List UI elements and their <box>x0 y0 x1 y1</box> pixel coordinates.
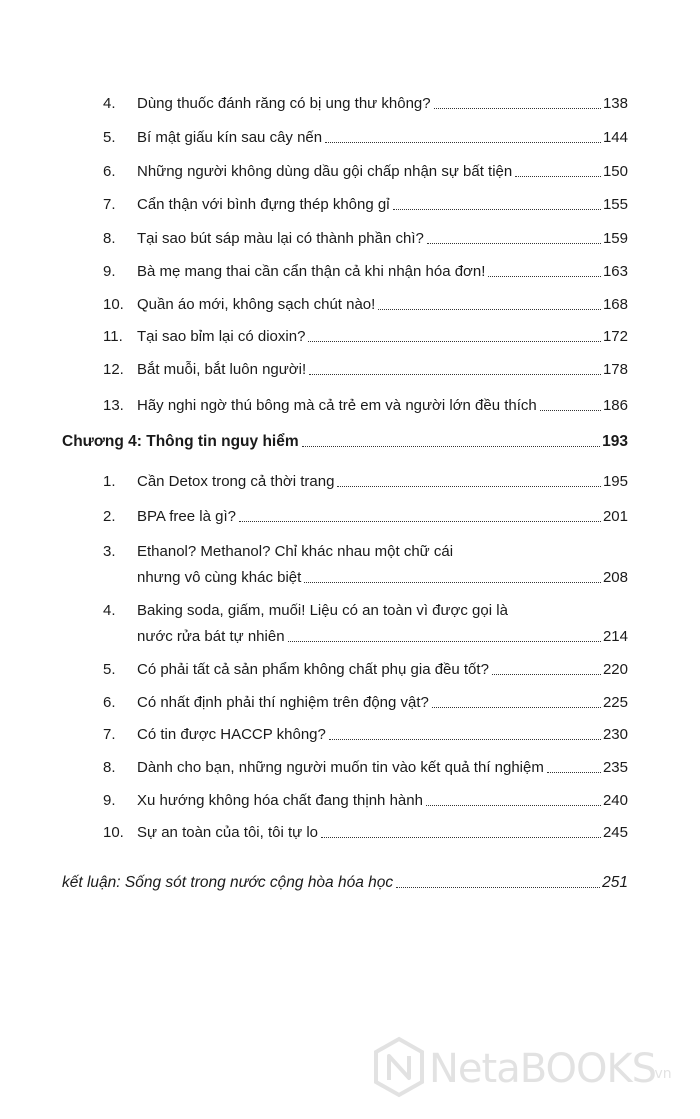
toc-item-ch4-10 <box>103 818 628 842</box>
toc-item-ch4-3 <box>103 537 628 561</box>
item-title: Có tin được HACCP không? <box>137 726 326 743</box>
toc-item-5 <box>103 257 628 281</box>
item-title: Quần áo mới, không sạch chút nào! <box>137 296 376 313</box>
item-number: 3. <box>103 543 116 560</box>
conclusion-page-number: 251 <box>602 874 628 891</box>
toc-item-9 <box>103 391 628 415</box>
toc-item-ch4-8 <box>103 753 628 777</box>
item-page-number: 240 <box>602 792 628 809</box>
item-number: 6. <box>103 694 116 711</box>
item-title: Cẩn thận với bình đựng thép không gỉ <box>137 196 390 213</box>
item-page-number: 163 <box>602 263 628 280</box>
item-page-number: 144 <box>602 129 628 146</box>
item-title: Những người không dùng dầu gội chấp nhận sự bất tiện <box>137 163 513 180</box>
dot-leader <box>547 772 601 773</box>
item-number: 11. <box>103 328 123 345</box>
item-page-number: 150 <box>602 163 628 180</box>
dot-leader <box>492 674 601 675</box>
toc-item-ch4-6 <box>103 688 628 712</box>
item-page-number: 155 <box>602 196 628 213</box>
item-title: Bí mật giấu kín sau cây nến <box>137 129 323 146</box>
item-page-number: 168 <box>602 296 628 313</box>
dot-leader <box>426 805 601 806</box>
toc-item-0 <box>103 89 628 113</box>
toc-item-ch4-4 <box>103 596 628 620</box>
toc-item-ch4-1 <box>103 467 628 491</box>
item-page-number: 186 <box>602 397 628 414</box>
netabooks-logo-icon <box>372 1036 426 1098</box>
item-title: Xu hướng không hóa chất đang thịnh hành <box>137 792 423 809</box>
item-title: Có nhất định phải thí nghiệm trên động vật? <box>137 694 429 711</box>
item-title: Dành cho bạn, những người muốn tin vào kết quả thí nghiệm <box>137 759 544 776</box>
dot-leader <box>309 374 601 375</box>
item-page-number: 214 <box>602 628 628 645</box>
dot-leader <box>325 142 601 143</box>
item-title: Cần Detox trong cả thời trang <box>137 473 335 490</box>
item-number: 5. <box>103 661 116 678</box>
toc-item-ch4-2 <box>103 502 628 526</box>
item-title: Dùng thuốc đánh răng có bị ung thư không? <box>137 95 431 112</box>
toc-item-ch4-5 <box>103 655 628 679</box>
item-number: 12. <box>103 361 124 378</box>
toc-item-7 <box>103 322 628 346</box>
watermark-brand: NetaBOOKS <box>429 1046 657 1092</box>
watermark-suffix: .vn <box>650 1066 672 1082</box>
dot-leader <box>337 486 601 487</box>
dot-leader <box>288 641 601 642</box>
item-number: 6. <box>103 163 116 180</box>
item-page-number: 220 <box>602 661 628 678</box>
dot-leader <box>515 176 601 177</box>
dot-leader <box>427 243 601 244</box>
watermark <box>372 1036 682 1106</box>
item-title: Có phải tất cả sản phẩm không chất phụ gia đều tốt? <box>137 661 489 678</box>
chapter-4-heading <box>62 427 628 451</box>
dot-leader <box>540 410 601 411</box>
item-page-number: 178 <box>602 361 628 378</box>
item-number: 10. <box>103 296 124 313</box>
dot-leader <box>378 309 601 310</box>
item-number: 7. <box>103 726 116 743</box>
conclusion-title: kết luận: Sống sót trong nước cộng hòa hóa học <box>62 874 394 891</box>
item-page-number: 201 <box>602 508 628 525</box>
toc-item-8 <box>103 355 628 379</box>
toc-item-ch4-3-continued <box>137 563 628 587</box>
dot-leader <box>488 276 601 277</box>
item-number: 9. <box>103 263 116 280</box>
item-title: Bà mẹ mang thai cần cẩn thận cả khi nhận hóa đơn! <box>137 263 486 280</box>
item-number: 7. <box>103 196 116 213</box>
item-number: 5. <box>103 129 116 146</box>
item-number: 1. <box>103 473 116 490</box>
dot-leader <box>434 108 601 109</box>
toc-item-6 <box>103 290 628 314</box>
item-page-number: 245 <box>602 824 628 841</box>
item-title-line-2: nhưng vô cùng khác biệt <box>137 569 302 586</box>
item-title: BPA free là gì? <box>137 508 236 525</box>
item-page-number: 159 <box>602 230 628 247</box>
item-number: 13. <box>103 397 124 414</box>
item-page-number: 195 <box>602 473 628 490</box>
item-title: Bắt muỗi, bắt luôn người! <box>137 361 307 378</box>
toc-item-ch4-7 <box>103 720 628 744</box>
dot-leader <box>393 209 601 210</box>
toc-item-4 <box>103 224 628 248</box>
item-number: 4. <box>103 95 116 112</box>
item-page-number: 208 <box>602 569 628 586</box>
item-number: 2. <box>103 508 116 525</box>
item-number: 8. <box>103 759 116 776</box>
toc-item-2 <box>103 157 628 181</box>
conclusion-entry <box>62 868 628 892</box>
dot-leader <box>396 887 600 888</box>
item-title-line-1: Baking soda, giấm, muối! Liệu có an toàn vì được gọi là <box>137 602 508 619</box>
item-title: Tại sao bỉm lại có dioxin? <box>137 328 306 345</box>
dot-leader <box>432 707 601 708</box>
item-page-number: 138 <box>602 95 628 112</box>
dot-leader <box>302 446 600 447</box>
chapter-title: Chương 4: Thông tin nguy hiểm <box>62 433 299 450</box>
dot-leader <box>321 837 601 838</box>
item-number: 10. <box>103 824 124 841</box>
item-page-number: 230 <box>602 726 628 743</box>
dot-leader <box>308 341 601 342</box>
item-title: Hãy nghi ngờ thú bông mà cả trẻ em và người lớn đều thích <box>137 397 537 414</box>
item-title-line-2: nước rửa bát tự nhiên <box>137 628 285 645</box>
item-page-number: 225 <box>602 694 628 711</box>
toc-item-ch4-9 <box>103 786 628 810</box>
dot-leader <box>304 582 601 583</box>
toc-item-ch4-4-continued <box>137 622 628 646</box>
item-number: 9. <box>103 792 116 809</box>
toc-item-1 <box>103 123 628 147</box>
toc-item-3 <box>103 190 628 214</box>
item-number: 4. <box>103 602 116 619</box>
item-page-number: 172 <box>602 328 628 345</box>
item-title: Sự an toàn của tôi, tôi tự lo <box>137 824 319 841</box>
dot-leader <box>329 739 601 740</box>
item-title: Tại sao bút sáp màu lại có thành phần chì? <box>137 230 424 247</box>
item-page-number: 235 <box>602 759 628 776</box>
item-title-line-1: Ethanol? Methanol? Chỉ khác nhau một chữ cái <box>137 543 454 560</box>
chapter-page-number: 193 <box>602 433 628 450</box>
dot-leader <box>239 521 601 522</box>
item-number: 8. <box>103 230 116 247</box>
